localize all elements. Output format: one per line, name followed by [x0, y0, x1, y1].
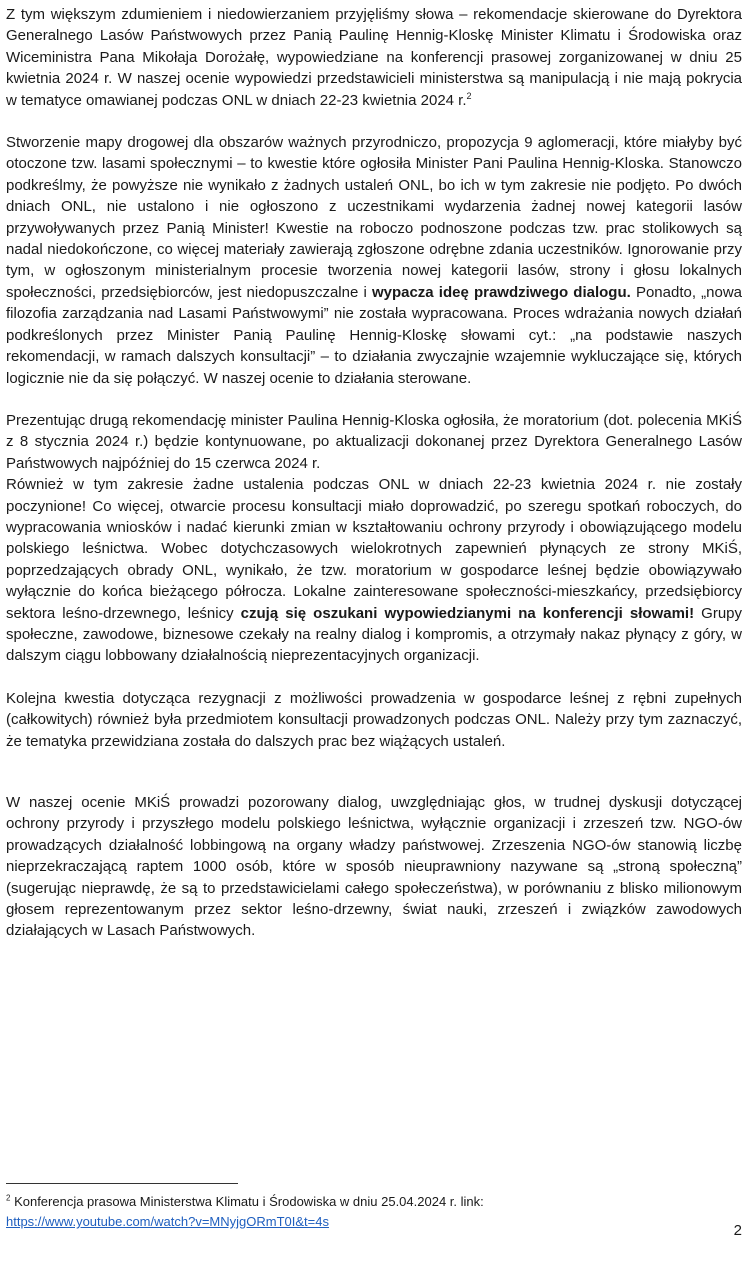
paragraph-dialog-assessment [6, 792, 742, 942]
paragraph-road-map [6, 132, 742, 389]
paragraph-text: Stworzenie mapy drogowej dla obszarów ważnych przyrodniczo, propozycja 9 aglomeracji, które miałyby być otoczone tzw. lasami społecznymi – to kwestie które ogłosiła Minister Pani Paulina Hennig-Kloska. Stanowczo podkreślmy, że powyższe nie wynikało z żadnych ustaleń ONL, bo ich w tym zakresie nie podjęto. Po dwóch dniach ONL, nie ustalono i nie ogłoszono z uczestnikami wydarzenia żadnej nowej kategorii lasów przywoływanych przez Panią Minister! Kwestie na roboczo podnoszone podczas tzw. prac stolikowych są nadal niedokończone, co więcej materiały zawierają zgłoszone odrębne zdania uczestników. Ignorowanie przy tym, w ogłoszonym ministerialnym procesie tworzenia nowej kategorii lasów, strony i głosu lokalnych społeczności, przedsiębiorców, jest niedopuszczalne i [6, 134, 742, 301]
paragraph-text: Ponadto, „nowa filozofia zarządzania nad Lasami Państwowymi” nie została wypracowana. Proces wdrażania nowych działań podkreślonych przez Minister Panią Paulinę Hennig-Kloskę słowami cyt.: „na podstawie naszych rekomendacji, w ramach dalszych konsultacji” – to działania zwyczajnie wzajemnie wykluczające się, których logicznie nie da się połączyć. W naszej ocenie to działania sterowane. [6, 283, 743, 387]
bold-emphasis: czują się oszukani wypowiedzianymi na konferencji słowami! [240, 604, 695, 622]
paragraph-text: Grupy społeczne, zawodowe, biznesowe czekały na realny dialog i kompromis, a otrzymały nakaz płynący z góry, w dalszym ciągu lobbowany działalnością nieprezentacyjnych organizacji. [6, 604, 742, 665]
paragraph-moratorium [6, 474, 742, 667]
footnote [6, 1192, 726, 1232]
footnote-reference[interactable]: 2 [466, 90, 472, 101]
paragraph-second-recommendation [6, 410, 742, 474]
document-page [6, 4, 742, 942]
paragraph-text: Kolejna kwestia dotycząca rezygnacji z możliwości prowadzenia w gospodarce leśnej z rębni zupełnych (całkowitych) również była przedmiotem konsultacji prowadzonych podczas ONL. Należy przy tym zaznaczyć, że tematyka przewidziana została do dalszych prac bez wiążących ustaleń. [6, 689, 742, 750]
paragraph-text: Prezentując drugą rekomendację minister Paulina Hennig-Kloska ogłosiła, że moratorium (dot. polecenia MKiŚ z 8 stycznia 2024 r.) będzie kontynuowane, po aktualizacji dokonanej przez Dyrektora Generalnego Lasów Państwowych najpóźniej do 15 czerwca 2024 r. [6, 411, 742, 472]
paragraph-clear-cutting [6, 688, 742, 752]
footnote-text: Konferencja prasowa Ministerstwa Klimatu i Środowiska w dniu 25.04.2024 r. link: [10, 1194, 484, 1209]
bold-emphasis: wypacza ideę prawdziwego dialogu. [371, 283, 631, 301]
footnote-marker: 2 [6, 1193, 11, 1203]
paragraph-text: Również w tym zakresie żadne ustalenia podczas ONL w dniach 22-23 kwietnia 2024 r. nie zostały poczynione! Co więcej, otwarcie procesu konsultacji miało doprowadzić, po szeregu spotkań roboczych, do wypracowania wniosków i nadać kierunki zmian w kształtowaniu ochrony przyrody i obowiązującego modelu polskiego leśnictwa. Wobec dotychczasowych wielokrotnych zapewnień płynących ze strony MKiŚ, poprzedzających obrady ONL, wynikało, że tzw. moratorium w gospodarce leśnej będzie obowiązywało wyłącznie do końca bieżącego półrocza. Lokalne zainteresowane społeczności-mieszkańcy, przedsiębiorcy sektora leśno-drzewnego, leśnicy [6, 476, 742, 622]
page-number: 2 [733, 1222, 742, 1239]
paragraph-text: Z tym większym zdumieniem i niedowierzaniem przyjęliśmy słowa – rekomendacje skierowane do Dyrektora Generalnego Lasów Państwowych przez Panią Paulinę Hennig-Kloskę Minister Klimatu i Środowiska oraz Wiceministra Pana Mikołaja Dorożałę, wypowiedziane na konferencji prasowej zorganizowanej w dniu 25 kwietnia 2024 r. W naszej ocenie wypowiedzi przedstawicieli ministerstwa są manipulacją i nie mają pokrycia w tematyce omawianej podczas ONL w dniach 22-23 kwietnia 2024 r. [6, 6, 742, 109]
youtube-link[interactable]: https://www.youtube.com/watch?v=MNyjgORmT0I&t=4s [6, 1214, 329, 1229]
footnote-separator [6, 1183, 238, 1184]
paragraph-text: W naszej ocenie MKiŚ prowadzi pozorowany dialog, uwzględniając głos, w trudnej dyskusji dotyczącej ochrony przyrody i przyszłego modelu polskiego leśnictwa, wyłącznie organizacji i zrzeszeń tzw. NGO-ów prowadzących działalność lobbingową na organy władzy państwowej. Zrzeszenia NGO-ów stanowią liczbę nieprzekraczającą raptem 1000 osób, które w sposób nieuprawniony nazywane są „stroną społeczną” (sugerując nieprawdę, że są to przedstawicielami całego społeczeństwa), w porównaniu z blisko milionowym głosem reprezentowanym przez sektor leśno-drzewny, świat nauki, zrzeszeń i związków zawodowych działających w Lasach Państwowych. [6, 794, 742, 940]
paragraph-press-conference [6, 4, 742, 111]
